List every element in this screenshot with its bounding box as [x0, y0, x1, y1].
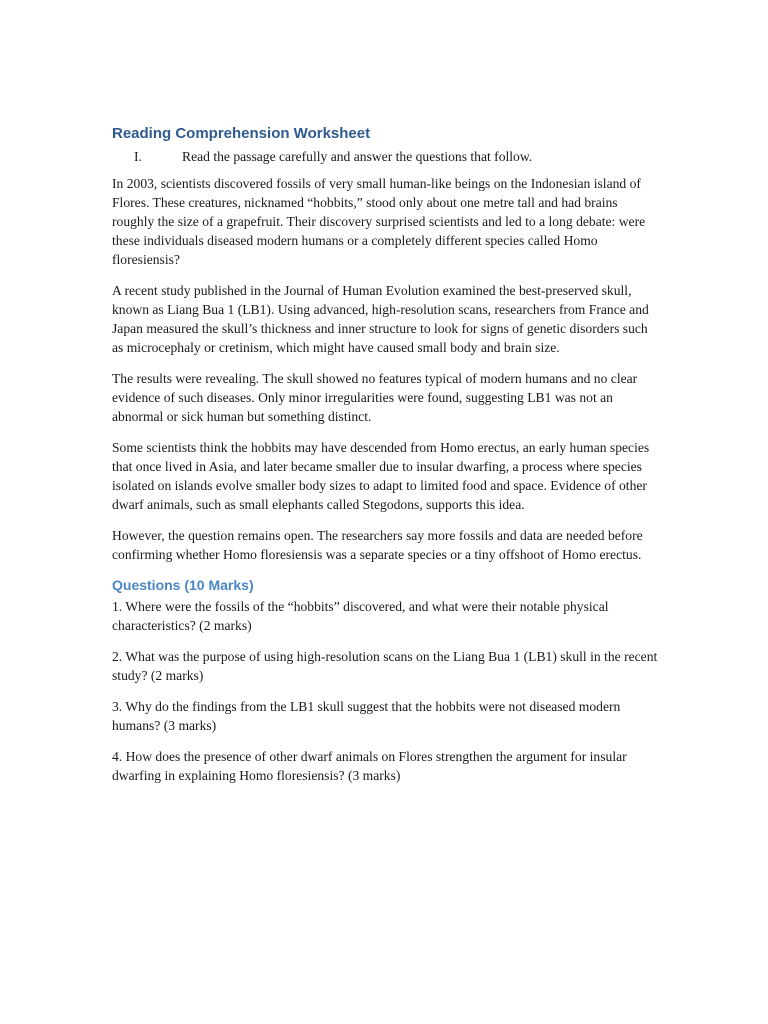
- passage-paragraph-3: The results were revealing. The skull showed no features typical of modern humans and no clear evidence of such diseases. Only minor irregularities were found, suggesting LB1 was not an abnormal or sick human but something distinct.: [112, 371, 638, 424]
- passage: [112, 174, 660, 564]
- question-3: 3. Why do the findings from the LB1 skull suggest that the hobbits were not diseased modern humans? (3 marks): [112, 699, 621, 733]
- question-1: 1. Where were the fossils of the “hobbits” discovered, and what were their notable physical characteristics? (2 marks): [112, 599, 609, 633]
- question-4: 4. How does the presence of other dwarf animals on Flores strengthen the argument for insular dwarfing in explaining Homo floresiensis? (3 marks): [112, 749, 627, 783]
- worksheet-page: [112, 124, 660, 797]
- question-2: 2. What was the purpose of using high-resolution scans on the Liang Bua 1 (LB1) skull in the recent study? (2 marks): [112, 649, 658, 683]
- questions-list: [112, 597, 660, 785]
- instruction-line: [112, 147, 660, 166]
- passage-paragraph-5: However, the question remains open. The researchers say more fossils and data are needed before confirming whether Homo floresiensis was a separate species or a tiny offshoot of Homo erectus.: [112, 528, 643, 562]
- passage-paragraph-2: A recent study published in the Journal of Human Evolution examined the best-preserved skull, known as Liang Bua 1 (LB1). Using advanced, high-resolution scans, researchers from France and Japan measured the skull’s thickness and inner structure to look for signs of genetic disorders such as microcephaly or cretinism, which might have caused small body and brain size.: [112, 283, 649, 355]
- instruction-number: I.: [134, 149, 142, 164]
- questions-heading: Questions (10 Marks): [112, 577, 254, 593]
- instruction-text: Read the passage carefully and answer the questions that follow.: [182, 149, 533, 164]
- worksheet-title: Reading Comprehension Worksheet: [112, 125, 371, 142]
- passage-paragraph-1: In 2003, scientists discovered fossils of very small human-like beings on the Indonesian island of Flores. These creatures, nicknamed “hobbits,” stood only about one metre tall and had brains roughly the size of a grapefruit. Their discovery surprised scientists and led to a long debate: were these individuals diseased modern humans or a completely different species called Homo floresiensis?: [112, 176, 646, 267]
- passage-paragraph-4: Some scientists think the hobbits may have descended from Homo erectus, an early human species that once lived in Asia, and later became smaller due to insular dwarfing, a process where species isolated on islands evolve smaller body sizes to adapt to limited food and space. Evidence of other dwarf animals, such as small elephants called Stegodons, supports this idea.: [112, 440, 650, 512]
